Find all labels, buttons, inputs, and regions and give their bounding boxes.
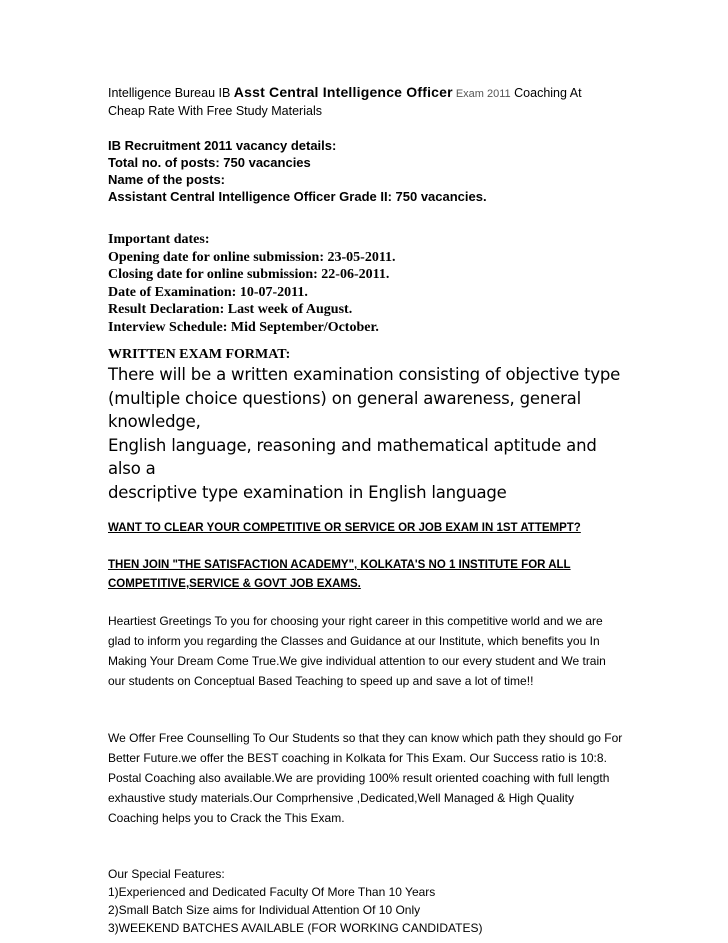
cta-join-line: COMPETITIVE,SERVICE & GOVT JOB EXAMS. — [108, 578, 361, 590]
vacancy-line: Assistant Central Intelligence Officer Grade II: 750 vacancies. — [108, 189, 487, 204]
paragraph-line: Making Your Dream Come True.We give individual attention to our every student and We train — [108, 654, 606, 668]
vacancy-line: Total no. of posts: 750 vacancies — [108, 155, 311, 170]
special-features — [108, 865, 628, 937]
title-prefix: Intelligence Bureau IB — [108, 86, 234, 100]
vacancy-section — [108, 137, 628, 205]
features-heading: Our Special Features: — [108, 867, 225, 881]
paragraph-line: glad to inform you regarding the Classes and Guidance at our Institute, which benefits you In — [108, 634, 600, 648]
paragraph-line: Postal Coaching also available.We are providing 100% result oriented coaching with full length — [108, 771, 610, 785]
vacancy-line: Name of the posts: — [108, 172, 226, 187]
exam-format-line: descriptive type examination in English language — [108, 482, 507, 502]
greetings-paragraph — [108, 611, 628, 691]
date-line: Closing date for online submission: 22-06-2011. — [108, 267, 390, 282]
date-line: Interview Schedule: Mid September/October. — [108, 319, 379, 335]
paragraph-line: exhaustive study materials.Our Comprhensive ,Dedicated,Well Managed & High Quality — [108, 791, 574, 805]
cta-join-line: THEN JOIN "THE SATISFACTION ACADEMY", KOLKATA'S NO 1 INSTITUTE FOR ALL — [108, 559, 571, 571]
cta-question: WANT TO CLEAR YOUR COMPETITIVE OR SERVICE OR JOB EXAM IN 1ST ATTEMPT? — [108, 522, 581, 534]
counselling-paragraph — [108, 728, 628, 828]
exam-format-line: English language, reasoning and mathematical aptitude and also a — [108, 435, 597, 478]
exam-format-line: There will be a written examination consisting of objective type — [108, 365, 621, 384]
paragraph-line: We Offer Free Counselling To Our Students so that they can know which path they should go For — [108, 731, 623, 745]
feature-item: 2)Small Batch Size aims for Individual Attention Of 10 Only — [108, 903, 421, 917]
feature-item: 3)WEEKEND BATCHES AVAILABLE (FOR WORKING CANDIDATES) — [108, 921, 483, 935]
paragraph-line: our students on Conceptual Based Teaching to speed up and save a lot of time!! — [108, 674, 534, 688]
title-line-2: Cheap Rate With Free Study Materials — [108, 104, 322, 118]
title-exam: Exam 2011 — [452, 88, 511, 100]
date-line: Result Declaration: Last week of August. — [108, 302, 353, 317]
title-bold: Asst Central Intelligence Officer — [233, 84, 453, 100]
exam-format-line: (multiple choice questions) on general awareness, general knowledge, — [108, 388, 581, 431]
document-page — [108, 84, 628, 937]
exam-format-heading: WRITTEN EXAM FORMAT: — [108, 347, 291, 362]
date-line: Opening date for online submission: 23-05-2011. — [108, 249, 396, 265]
exam-format-text — [108, 363, 628, 504]
date-line: Date of Examination: 10-07-2011. — [108, 284, 308, 300]
vacancy-line: IB Recruitment 2011 vacancy details: — [108, 138, 337, 153]
document-title — [108, 84, 628, 120]
feature-item: 1)Experienced and Dedicated Faculty Of More Than 10 Years — [108, 885, 436, 899]
paragraph-line: Coaching helps you to Crack the This Exam. — [108, 811, 345, 825]
cta-join — [108, 556, 628, 594]
paragraph-line: Better Future.we offer the BEST coaching in Kolkata for This Exam. Our Success ratio is 10:8. — [108, 751, 607, 765]
dates-heading: Important dates: — [108, 232, 210, 247]
paragraph-line: Heartiest Greetings To you for choosing your right career in this competitive world and we are — [108, 614, 603, 628]
dates-section — [108, 231, 628, 336]
title-suffix: Coaching At — [510, 86, 582, 100]
